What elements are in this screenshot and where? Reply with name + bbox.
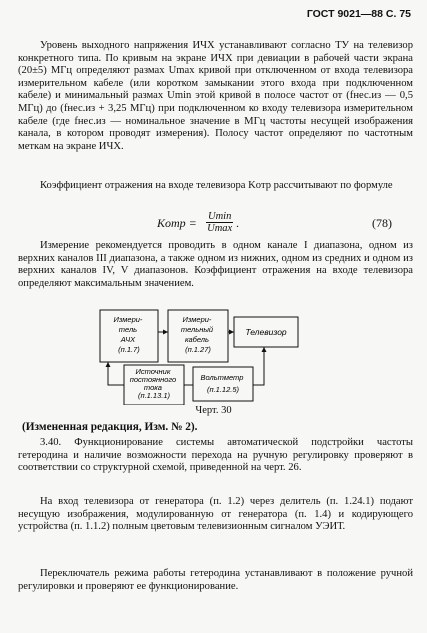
text-block-6 — [18, 568, 413, 593]
formula-fraction — [206, 211, 233, 234]
label-voltmeter: Вольтметр (п.1.12.5) — [200, 373, 244, 394]
text-block-3 — [18, 240, 413, 290]
label-dc-source: Источник постоянного тока (п.1.13.1) — [129, 367, 177, 400]
formula-lhs: Kотр = — [157, 216, 197, 230]
formula-number: (78) — [372, 216, 392, 230]
paragraph-3: Измерение рекомендуется проводить в одном канале I диапазона, одном из верхних каналов III диапазона, а также одном из нижних, одном из средних и одном из верхних каналов IV, V диапазонов. Коэффициент отражения на входе телевизора определяют максимальным значением. — [18, 240, 413, 289]
formula-tail: . — [236, 216, 239, 230]
label-achx-meter: Измери- тель АЧХ (п.1.7) — [113, 315, 143, 354]
text-block-2 — [18, 180, 413, 193]
paragraph-1: Уровень выходного напряжения ИЧХ устанавливают согласно ТУ на телевизор конкретного типа. По кривым на экране ИЧХ при девиации в рабочей части экрана (20±5) МГц определяют размах Umax кривой при отключенном от входа телевизора измерительном кабеле (или коротком замыкании этого входа при подключенном кабеле) и минимальный размах Umin этой кривой в полосе частот от (fнес.из — 0,5 МГц) до (fнес.из + 3,25 МГц) при подключенном ко входу телевизора измерительном кабеле (где fнес.из — номинальное значение в МГц частоты несущей изображения канала, в котором проводят измерения). Полосу частот определяют по частотным меткам на экране ИЧХ. — [18, 40, 413, 152]
page-header: ГОСТ 9021—88 С. 75 — [306, 8, 411, 20]
text-block-1 — [18, 40, 413, 153]
formula-numerator: Umin — [208, 211, 232, 222]
paragraph-4: 3.40. Функционирование системы автоматической подстройки частоты гетеродина и наличие возможности перехода на ручную регулировку проверяют в соответствии со структурной схемой, приведенной на черт. 26. — [18, 437, 413, 474]
formula-denominator: Umax — [207, 223, 233, 234]
block-diagram — [0, 305, 427, 405]
paragraph-2: Коэффициент отражения на входе телевизора Kотр рассчитывают по формуле — [40, 180, 393, 191]
figure-caption: Черт. 30 — [195, 405, 232, 416]
label-meas-cable: Измери- тельный кабель (п.1.27) — [180, 315, 214, 354]
text-block-5 — [18, 496, 413, 534]
label-tv: Телевизор — [245, 327, 287, 337]
paragraph-6: Переключатель режима работы гетеродина устанавливают в положение ручной регулировки и проверяют ее функционирование. — [18, 568, 413, 592]
text-block-4 — [18, 437, 413, 475]
edition-note: (Измененная редакция, Изм. № 2). — [22, 421, 198, 433]
formula-78 — [0, 211, 427, 235]
paragraph-5: На вход телевизора от генератора (п. 1.2) через делитель (п. 1.24.1) подают несущую изображения, модулированную от генератора (п. 1.4) и кодирующего устройства (п. 1.1.2) полным цветовым телевизионным сигналом УЭИТ. — [18, 496, 413, 533]
